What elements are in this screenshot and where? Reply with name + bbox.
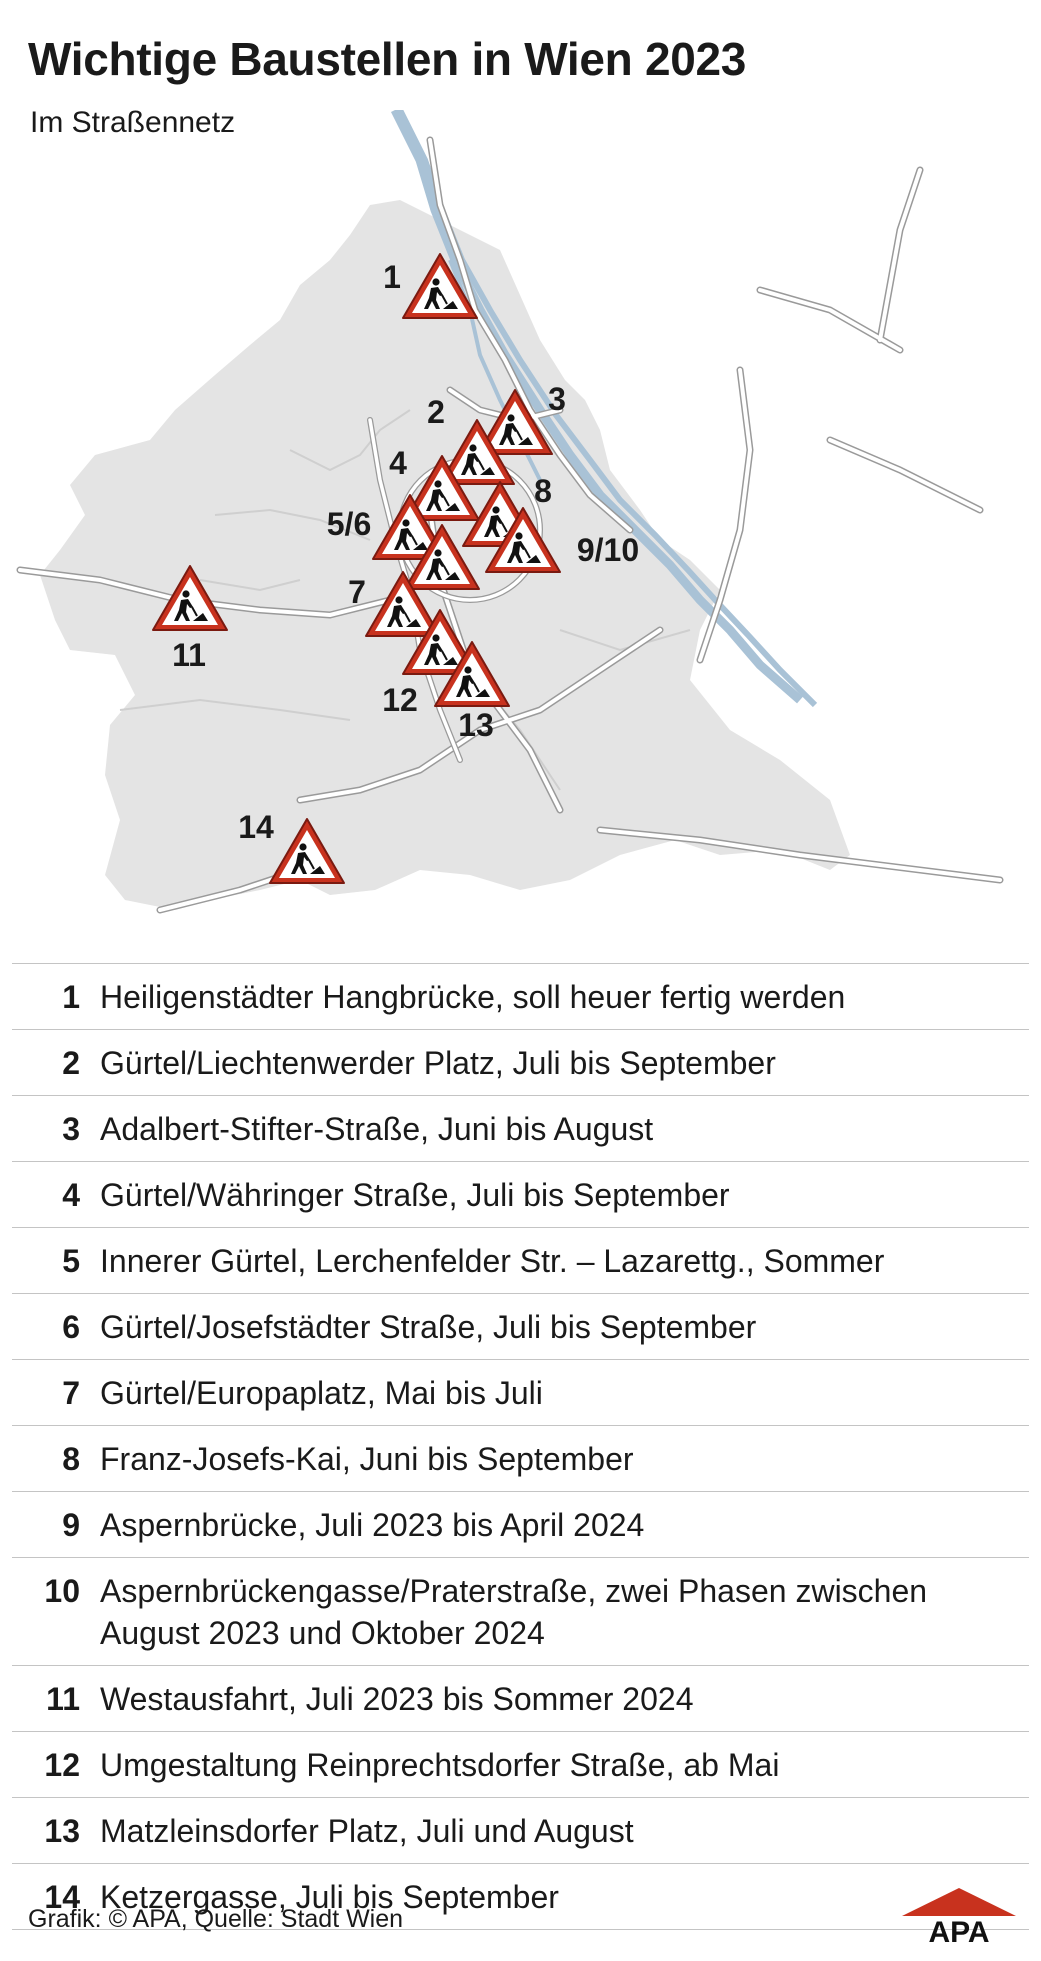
legend-row xyxy=(12,964,1029,1030)
legend-number: 4 xyxy=(62,1177,80,1213)
legend-text: Franz-Josefs-Kai, Juni bis September xyxy=(100,1441,634,1477)
marker-label: 8 xyxy=(534,473,552,509)
legend-text: Gürtel/Währinger Straße, Juli bis September xyxy=(100,1177,730,1213)
legend-number: 9 xyxy=(62,1507,80,1543)
legend-text: Matzleinsdorfer Platz, Juli und August xyxy=(100,1813,634,1849)
page-subtitle: Im Straßennetz xyxy=(30,106,236,139)
marker-label: 1 xyxy=(383,259,401,295)
legend-text: Adalbert-Stifter-Straße, Juni bis August xyxy=(100,1111,654,1147)
marker-label: 4 xyxy=(389,445,407,481)
marker-label: 3 xyxy=(548,381,566,417)
marker-label: 2 xyxy=(427,394,445,430)
apa-logo xyxy=(902,1888,1016,1944)
legend-text: Aspernbrücke, Juli 2023 bis April 2024 xyxy=(100,1507,645,1543)
marker-label: 13 xyxy=(458,707,494,743)
source-credit: Grafik: © APA, Quelle: Stadt Wien xyxy=(28,1905,404,1933)
marker-label: 5/6 xyxy=(326,506,372,542)
legend-number: 6 xyxy=(62,1309,80,1345)
legend-number: 11 xyxy=(46,1681,80,1717)
legend-row xyxy=(12,1492,1029,1558)
marker-label: 14 xyxy=(238,809,274,845)
legend-text: Heiligenstädter Hangbrücke, soll heuer fertig werden xyxy=(100,979,846,1015)
legend-number: 13 xyxy=(44,1813,80,1849)
vienna-map xyxy=(0,110,1041,930)
legend-text: Ketzergasse, Juli bis September xyxy=(100,1879,559,1915)
legend-row xyxy=(12,1228,1029,1294)
legend-number: 8 xyxy=(62,1441,80,1477)
legend-text: Umgestaltung Reinprechtsdorfer Straße, ab Mai xyxy=(100,1747,780,1783)
legend-number: 7 xyxy=(62,1375,80,1411)
marker-label: 7 xyxy=(348,574,366,610)
legend-row xyxy=(12,1294,1029,1360)
legend-number: 2 xyxy=(62,1045,80,1081)
legend-row xyxy=(12,1666,1029,1732)
legend-number: 14 xyxy=(44,1879,80,1915)
legend-row xyxy=(12,1798,1029,1864)
legend-number: 12 xyxy=(44,1747,80,1783)
legend-row xyxy=(12,1162,1029,1228)
legend-list xyxy=(12,963,1029,1930)
legend-row xyxy=(12,1732,1029,1798)
legend-number: 10 xyxy=(44,1573,80,1609)
legend-text: Gürtel/Josefstädter Straße, Juli bis September xyxy=(100,1309,757,1345)
legend-row xyxy=(12,1558,1029,1666)
legend-text: Innerer Gürtel, Lerchenfelder Str. – Lazarettg., Sommer xyxy=(100,1243,885,1279)
legend-row xyxy=(12,1426,1029,1492)
legend-text: Gürtel/Europaplatz, Mai bis Juli xyxy=(100,1375,543,1411)
legend-number: 1 xyxy=(62,979,80,1015)
legend-row xyxy=(12,1360,1029,1426)
apa-logo-text: APA xyxy=(928,1916,990,1944)
legend-text: Westausfahrt, Juli 2023 bis Sommer 2024 xyxy=(100,1681,694,1717)
marker-label: 12 xyxy=(382,682,418,718)
marker-label: 9/10 xyxy=(576,532,640,568)
legend-text: Gürtel/Liechtenwerder Platz, Juli bis September xyxy=(100,1045,776,1081)
marker-label: 11 xyxy=(172,637,206,673)
legend-number: 3 xyxy=(62,1111,80,1147)
page-title: Wichtige Baustellen in Wien 2023 xyxy=(28,33,747,85)
legend-text: Aspernbrückengasse/Praterstraße, zwei Phasen zwischen August 2023 und Oktober 2024 xyxy=(100,1573,928,1651)
legend-row xyxy=(12,1096,1029,1162)
legend-row xyxy=(12,1030,1029,1096)
legend-number: 5 xyxy=(62,1243,80,1279)
